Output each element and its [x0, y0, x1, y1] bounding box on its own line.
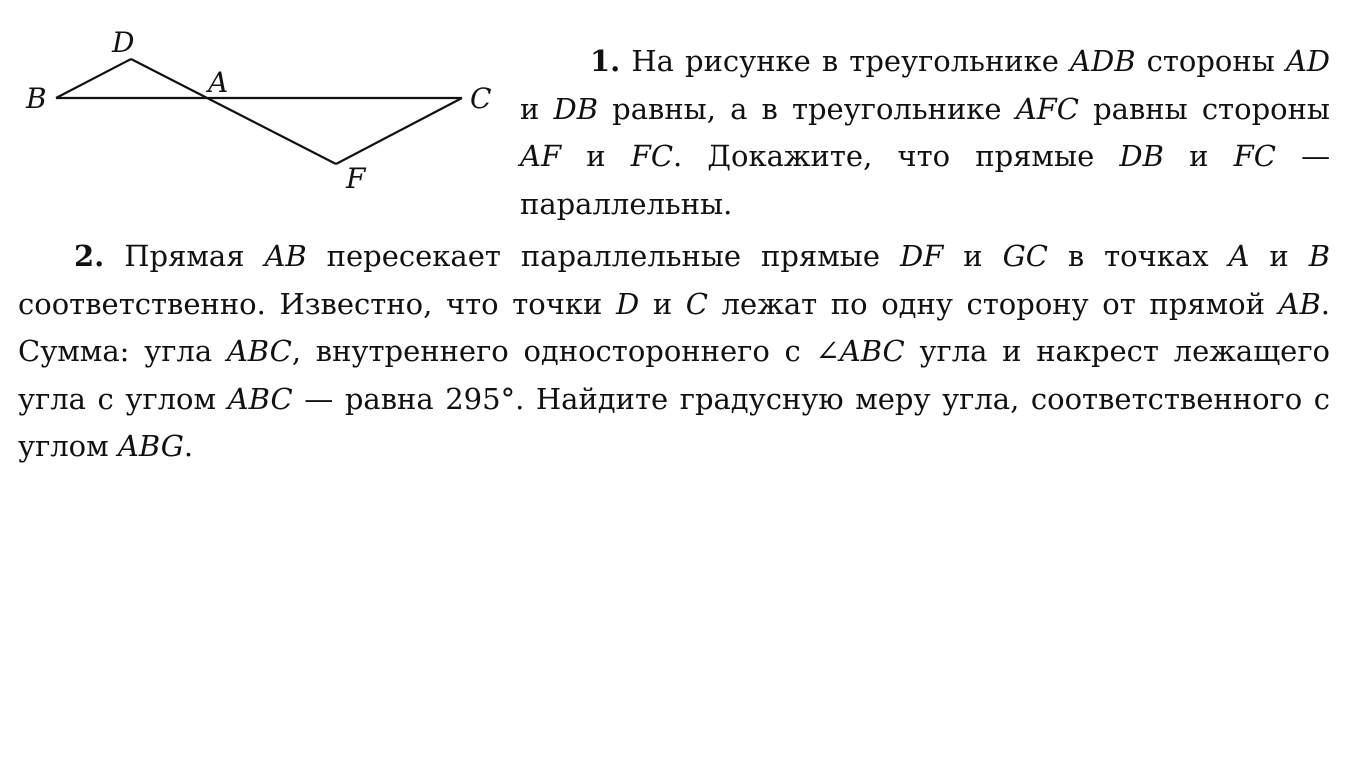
problem-2-text: . Сумма: угла [18, 286, 1331, 368]
problem-1-var: DB [553, 91, 599, 126]
problem-2-text: лежат по одну сторону от прямой [721, 286, 1265, 321]
problem-2-number: 2. [74, 239, 105, 273]
problem-2-text: пересекает параллельные прямые [326, 239, 881, 273]
problem-2-var: ∠ABC [815, 334, 905, 368]
problem-1-text: равны, а в треугольнике [612, 91, 1002, 126]
problem-2 [18, 233, 1330, 471]
label-d: D [112, 26, 135, 59]
segment-bd [56, 59, 131, 98]
problem-1-var: DB [1119, 139, 1164, 173]
problem-2-var: D [615, 286, 640, 321]
problem-2-var: ABG [117, 429, 184, 463]
problem-2-var: AB [1278, 286, 1321, 321]
problem-2-var: ABC [226, 334, 292, 368]
problem-1-var: FC [630, 139, 674, 173]
problem-1-var: AF [520, 139, 562, 173]
problem-1-text: — параллельны. [520, 139, 1331, 221]
problem-1-text: стороны [1146, 44, 1275, 78]
label-b: B [26, 82, 47, 115]
problem-2-var: DF [899, 239, 944, 273]
problem-2-text: соответственно. Известно, что точки [18, 286, 603, 321]
problem-1-var: FC [1233, 139, 1276, 173]
problem-1-text: и [586, 139, 606, 173]
segment-fc [336, 98, 462, 164]
problem-2-text: . [183, 429, 194, 463]
problem-1-var: AFC [1015, 91, 1079, 126]
problem-2-text: и [1269, 239, 1289, 273]
problem-2-var: B [1308, 239, 1330, 273]
geometry-figure [18, 22, 508, 202]
label-f: F [346, 162, 366, 195]
problem-2-var: AB [264, 239, 307, 273]
problem-2-text: Прямая [124, 239, 245, 273]
problem-2-var: C [685, 286, 708, 321]
problem-2-var: ABC [227, 381, 293, 416]
problem-1-text: . Докажите, что прямые [673, 139, 1095, 173]
problem-2-text: в точках [1067, 239, 1209, 273]
label-a: A [208, 66, 229, 99]
problem-1-var: AD [1285, 44, 1331, 78]
problem-1-text: равны стороны [1093, 91, 1330, 126]
problem-1-text: и [520, 91, 540, 126]
problem-2-text: — равна 295°. Найдите градусную меру угла, соответственного с углом [18, 381, 1331, 463]
segment-df [131, 59, 336, 164]
problem-1-var: ADB [1070, 44, 1136, 78]
problem-1-text: и [1189, 139, 1209, 173]
problem-1 [520, 38, 1330, 228]
label-c: C [470, 82, 492, 115]
problem-2-var: GC [1002, 239, 1048, 273]
problem-1-number: 1. [590, 44, 621, 78]
problem-2-text: угла и накрест лежащего угла с углом [18, 334, 1330, 416]
problem-2-text: , внутреннего одностороннего с [291, 334, 801, 368]
problem-2-var: A [1228, 239, 1250, 273]
figure-svg [18, 22, 508, 202]
problem-2-text: и [652, 286, 673, 321]
problem-1-text: На рисунке в треугольнике [631, 44, 1059, 78]
problem-2-text: и [963, 239, 983, 273]
